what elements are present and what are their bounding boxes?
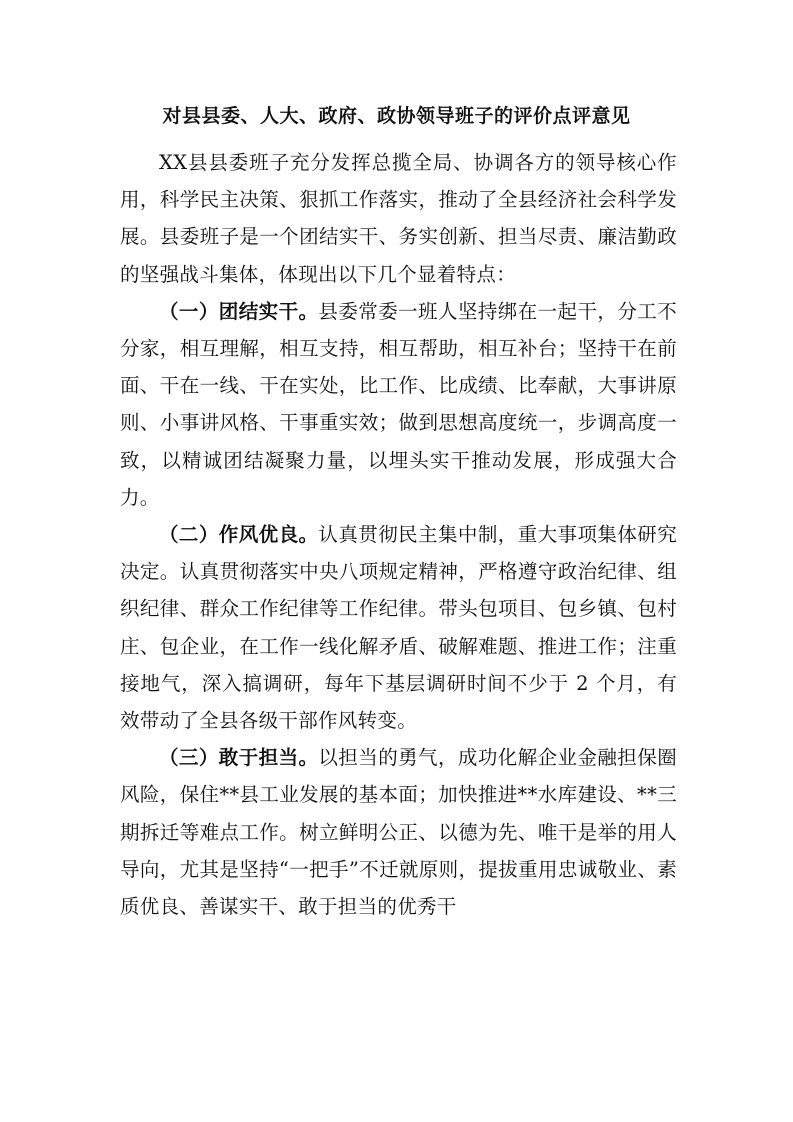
section-text-3: 以担当的勇气，成功化解企业金融担保圈风险，保住**县工业发展的基本面；加快推进**水库建设、**三期拆迁等难点工作。树立鲜明公正、以德为先、唯干是举的用人导向，尤其是坚持“一把手”不迁就原则，提拔重用忠诚敬业、素质优良、善谋实干、敢于担当的优秀干: [120, 746, 677, 919]
section-paragraph-1: [120, 293, 677, 516]
section-heading-1: （一）团结实干。: [159, 299, 319, 323]
section-heading-3: （三）敢于担当。: [159, 746, 319, 770]
document-body: [120, 144, 677, 925]
section-paragraph-2: [120, 516, 677, 739]
section-heading-2: （二）作风优良。: [159, 523, 319, 547]
section-text-2: 认真贯彻民主集中制，重大事项集体研究决定。认真贯彻落实中央八项规定精神，严格遵守政治纪律、组织纪律、群众工作纪律等工作纪律。带头包项目、包乡镇、包村庄、包企业，在工作一线化解矛盾、破解难题、推进工作；注重接地气，深入搞调研，每年下基层调研时间不少于 2 个月，有效带动了全县各级干部作风转变。: [120, 523, 677, 733]
section-text-1: 县委常委一班人坚持绑在一起干，分工不分家，相互理解，相互支持，相互帮助，相互补台；坚持干在前面、干在一线、干在实处，比工作、比成绩、比奉献，大事讲原则、小事讲风格、干事重实效；做到思想高度统一，步调高度一致，以精诚团结凝聚力量，以埋头实干推动发展，形成强大合力。: [120, 299, 677, 509]
document-title: 对县县委、人大、政府、政协领导班子的评价点评意见: [162, 105, 631, 127]
section-paragraph-3: [120, 739, 677, 925]
intro-paragraph: XX县县委班子充分发挥总揽全局、协调各方的领导核心作用，科学民主决策、狠抓工作落实，推动了全县经济社会科学发展。县委班子是一个团结实干、务实创新、担当尽责、廉洁勤政的坚强战斗集体，体现出以下几个显着特点：: [120, 151, 677, 286]
